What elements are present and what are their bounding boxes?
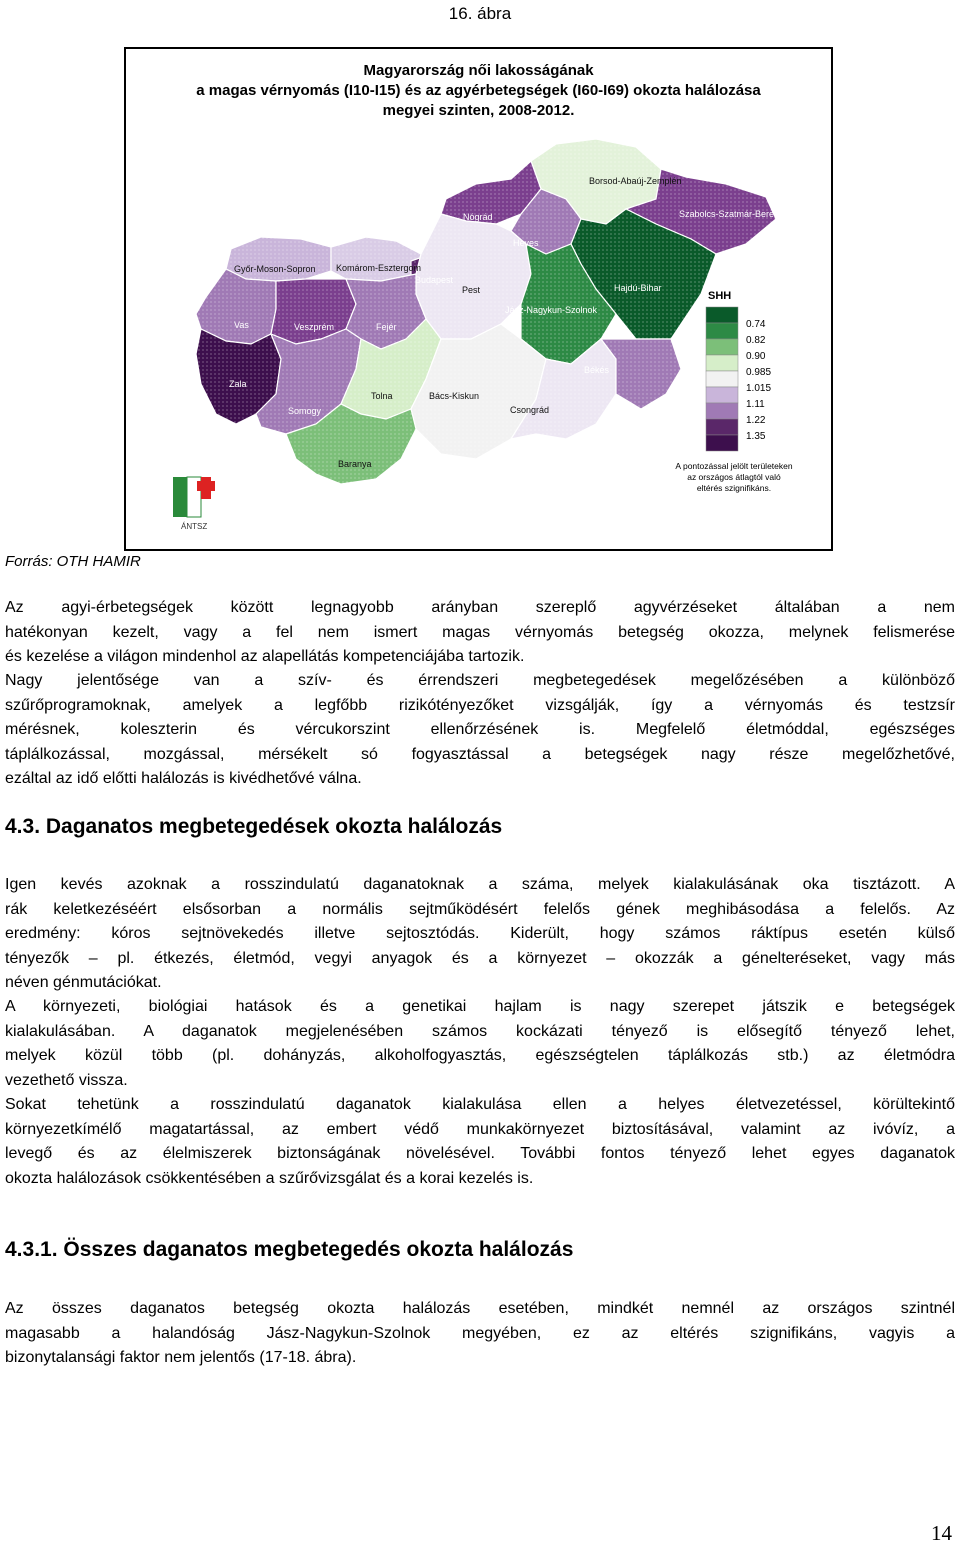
county-label: Bács-Kiskun bbox=[429, 391, 480, 401]
county-label: Jász-Nagykun-Szolnok bbox=[505, 305, 598, 315]
legend-label: 1.22 bbox=[746, 415, 766, 426]
legend-label: 1.35 bbox=[746, 431, 766, 442]
county-label: Tolna bbox=[371, 391, 393, 401]
text-line: környezetkímélő magatartással, az embert védő munkakörnyezet biztosításával, valamint az ivóvíz, a bbox=[5, 1120, 955, 1138]
legend-label: 0.74 bbox=[746, 319, 766, 330]
text-line: eredmény: kóros sejtnövekedés illetve sejtosztódás. Kiderült, hogy számos ráktípus esetén külső bbox=[5, 925, 955, 942]
legend-swatch bbox=[706, 339, 738, 355]
text-line: tényezők – pl. étkezés, életmód, vegyi anyagok és a környezet – okozzák a génelteréseket, vagy más bbox=[5, 949, 955, 967]
county-label: Pest bbox=[462, 285, 481, 295]
paragraph-5 bbox=[5, 1093, 955, 1191]
significance-dots bbox=[226, 237, 331, 281]
choropleth-map bbox=[126, 49, 831, 549]
figure-caption: 16. ábra bbox=[448, 4, 512, 23]
section-heading-4-3: 4.3. Daganatos megbetegedések okozta halálozás bbox=[5, 815, 503, 838]
legend-note: A pontozással jelölt területeken bbox=[675, 461, 793, 471]
text-line: levegő és az élelmiszerek biztonságának növelésével. További fontos tényező lehet egyes daganatok bbox=[5, 1145, 955, 1162]
text-line: hatékonyan kezelt, vagy a fel nem ismert magas vérnyomás betegség okozza, melynek felismerése bbox=[5, 623, 955, 641]
text-line: Az összes daganatos betegség okozta halálozás esetében, mindkét nemnél az országos szintnél bbox=[5, 1300, 955, 1317]
county-label: Komárom-Esztergom bbox=[336, 263, 422, 273]
county-label: Veszprém bbox=[294, 322, 335, 332]
county-label: Somogy bbox=[288, 406, 322, 416]
text-line: rák keletkezéséért elsősorban a normális sejtműködésért felelős gének meghibásodása a felelős. Az bbox=[5, 900, 955, 918]
county-label: Hajdú-Bihar bbox=[614, 283, 662, 293]
text-line: szűrőprogramoknak, amelyek a legfőbb rizikótényezőket vizsgálják, így a vérnyomás és testzsír bbox=[5, 696, 955, 714]
text-line: és kezelése a világon mindenhol az alapellátás kompetenciájába tartozik. bbox=[5, 648, 525, 665]
legend-swatch bbox=[706, 307, 738, 323]
county-label: Borsod-Abaúj-Zemplén bbox=[589, 176, 682, 186]
paragraph-2 bbox=[5, 669, 955, 792]
figure-source: Forrás: OTH HAMIR bbox=[5, 553, 141, 570]
text-line: A környezeti, biológiai hatások és a genetikai hajlam is nagy szerepet játszik e betegségek bbox=[5, 998, 955, 1015]
legend-swatch bbox=[706, 419, 738, 435]
map-title-line: a magas vérnyomás (I10-I15) és az agyérbetegségek (I60-I69) okozta halálozása bbox=[196, 82, 761, 99]
legend-swatch bbox=[706, 403, 738, 419]
map-title-line: Magyarország női lakosságának bbox=[363, 62, 594, 79]
county-label: Zala bbox=[229, 379, 247, 389]
legend-title: SHH bbox=[708, 290, 732, 302]
county-label: Vas bbox=[234, 320, 249, 330]
map-figure bbox=[124, 47, 833, 551]
county-label: Győr-Moson-Sopron bbox=[234, 264, 316, 274]
legend-swatch bbox=[706, 323, 738, 339]
county-label: Baranya bbox=[338, 459, 372, 469]
legend-label: 0.82 bbox=[746, 335, 766, 346]
county-label: Szabolcs-Szatmár-Bereg bbox=[679, 209, 780, 219]
logo-text: ÁNTSZ bbox=[181, 522, 208, 531]
text-line: néven génmutációkat. bbox=[5, 974, 162, 991]
county-label: Heves bbox=[513, 238, 539, 248]
legend-swatch bbox=[706, 387, 738, 403]
text-line: táplálkozással, mozgással, mérsékelt só fogyasztással a betegségek nagy része megelőzhetővé, bbox=[5, 745, 955, 763]
significance-dots bbox=[331, 237, 421, 281]
text-line: kialakulásában. A daganatok megjelenésében számos kockázati tényező is elősegítő tényező lehet, bbox=[5, 1022, 955, 1040]
text-line: Igen kevés azoknak a rosszindulatú daganatoknak a száma, melyek kialakulásának oka tisztázott. A bbox=[5, 876, 955, 893]
section-heading-4-3-1: 4.3.1. Összes daganatos megbetegedés okozta halálozás bbox=[5, 1238, 574, 1261]
legend-label: 0.985 bbox=[746, 367, 772, 378]
text-line: melyek közül több (pl. dohányzás, alkoholfogyasztás, egészségtelen táplálkozás stb.) az életmódra bbox=[5, 1047, 955, 1064]
paragraph-6 bbox=[5, 1297, 955, 1371]
legend-swatch bbox=[706, 435, 738, 451]
legend-note: az országos átlagtól való bbox=[687, 472, 781, 482]
paragraph-4 bbox=[5, 995, 955, 1093]
page-number: 14 bbox=[931, 1521, 952, 1545]
county-label: Fejér bbox=[376, 322, 397, 332]
county-label: Csongrád bbox=[510, 405, 550, 415]
legend-label: 1.11 bbox=[746, 399, 765, 410]
paragraph-1 bbox=[5, 596, 955, 670]
text-line: okozta halálozások csökkentésében a szűrővizsgálat és a korai kezelés is. bbox=[5, 1169, 534, 1187]
text-line: Az agyi-érbetegségek között legnagyobb arányban szereplő agyvérzéseket általában a nem bbox=[5, 599, 955, 616]
text-line: Sokat tehetünk a rosszindulatú daganatok kialakulása ellen a helyes életvezetéssel, körültekintő bbox=[5, 1096, 955, 1113]
text-line: magasabb a halandóság Jász-Nagykun-Szolnok megyében, ez az eltérés szignifikáns, vagyis a bbox=[5, 1324, 955, 1342]
legend-swatch bbox=[706, 371, 738, 387]
legend-note: eltérés szignifikáns. bbox=[696, 483, 772, 493]
paragraph-3 bbox=[5, 873, 955, 996]
map-title-line: megyei szinten, 2008-2012. bbox=[382, 102, 575, 119]
text-line: vezethető vissza. bbox=[5, 1071, 128, 1089]
text-line: bizonytalansági faktor nem jelentős (17-18. ábra). bbox=[5, 1349, 357, 1366]
antsz-logo bbox=[173, 477, 215, 531]
county-label: Budapest bbox=[415, 275, 454, 285]
legend-swatch bbox=[706, 355, 738, 371]
text-line: Nagy jelentősége van a szív- és érrendszeri megbetegedések megelőzésében a különböző bbox=[5, 672, 955, 689]
county-label: Nógrád bbox=[463, 212, 493, 222]
county-label: Békés bbox=[584, 365, 610, 375]
legend-label: 1.015 bbox=[746, 383, 772, 394]
text-line: ezáltal az idő előtti halálozás is kivédhetővé válna. bbox=[5, 770, 362, 787]
text-line: mérésnek, koleszterin és vércukorszint ellenőrzésének is. Megfelelő életmóddal, egészséges bbox=[5, 721, 955, 738]
legend-label: 0.90 bbox=[746, 351, 766, 362]
